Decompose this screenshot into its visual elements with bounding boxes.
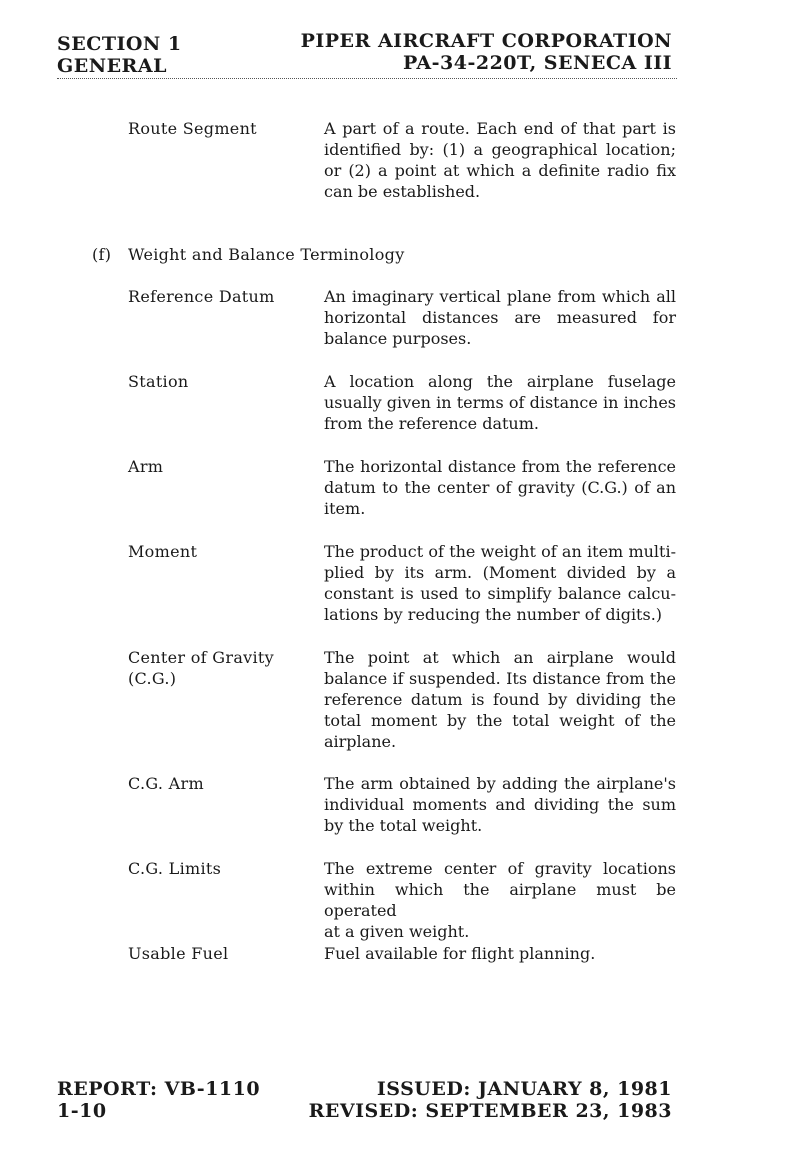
glossary-term bbox=[128, 647, 308, 689]
definition-line: The arm obtained by adding the airplane's bbox=[324, 774, 676, 793]
revision-info bbox=[309, 1078, 672, 1122]
definition-line: identified by: (1) a geographical location; bbox=[324, 140, 676, 159]
glossary-definition bbox=[324, 286, 676, 349]
definition-line: The product of the weight of an item multi- bbox=[324, 542, 676, 561]
section-title: GENERAL bbox=[57, 55, 167, 77]
term-line: Station bbox=[128, 372, 189, 391]
definition-line: can be established. bbox=[324, 182, 481, 201]
glossary-definition bbox=[324, 456, 676, 519]
definition-line: An imaginary vertical plane from which all bbox=[324, 287, 676, 306]
glossary-definition bbox=[324, 943, 676, 964]
glossary-term bbox=[128, 943, 308, 964]
report-number: REPORT: VB-1110 bbox=[57, 1078, 261, 1100]
glossary-term bbox=[128, 773, 308, 794]
definition-line: lations by reducing the number of digits.) bbox=[324, 605, 663, 624]
glossary-term bbox=[128, 371, 308, 392]
definition-line: balance purposes. bbox=[324, 329, 472, 348]
glossary-definition bbox=[324, 647, 676, 752]
header-divider bbox=[57, 78, 677, 79]
definition-line: by the total weight. bbox=[324, 816, 483, 835]
subsection-title: Weight and Balance Terminology bbox=[128, 245, 405, 264]
definition-line: individual moments and dividing the sum bbox=[324, 795, 676, 814]
definition-line: A part of a route. Each end of that part is bbox=[324, 119, 676, 138]
glossary-term bbox=[128, 858, 308, 879]
term-line: Route Segment bbox=[128, 119, 257, 138]
definition-line: The point at which an airplane would bbox=[324, 648, 676, 667]
definition-line: at a given weight. bbox=[324, 922, 470, 941]
term-line: Arm bbox=[128, 457, 164, 476]
definition-line: horizontal distances are measured for bbox=[324, 308, 676, 327]
page-number: 1-10 bbox=[57, 1100, 107, 1122]
term-line: Usable Fuel bbox=[128, 944, 229, 963]
definition-line: or (2) a point at which a definite radio fix bbox=[324, 161, 676, 180]
definition-line: balance if suspended. Its distance from the bbox=[324, 669, 676, 688]
definition-line: airplane. bbox=[324, 732, 397, 751]
glossary-definition bbox=[324, 371, 676, 434]
definition-line: item. bbox=[324, 499, 366, 518]
glossary-term bbox=[128, 541, 308, 562]
document-heading bbox=[301, 30, 672, 74]
section-heading bbox=[57, 33, 182, 77]
definition-line: within which the airplane must be operated bbox=[324, 880, 676, 920]
definition-line: The extreme center of gravity locations bbox=[324, 859, 676, 878]
glossary-definition bbox=[324, 858, 676, 942]
term-line: Reference Datum bbox=[128, 287, 275, 306]
company-name: PIPER AIRCRAFT CORPORATION bbox=[300, 30, 672, 52]
glossary-term bbox=[128, 118, 308, 139]
section-number: SECTION 1 bbox=[57, 33, 182, 55]
definition-line: plied by its arm. (Moment divided by a bbox=[324, 563, 676, 582]
aircraft-model: PA-34-220T, SENECA III bbox=[403, 52, 672, 74]
term-line: Moment bbox=[128, 542, 198, 561]
term-line: C.G. Limits bbox=[128, 859, 222, 878]
definition-line: The horizontal distance from the reference bbox=[324, 457, 676, 476]
term-line: C.G. Arm bbox=[128, 774, 204, 793]
glossary-term bbox=[128, 286, 308, 307]
definition-line: Fuel available for flight planning. bbox=[324, 944, 596, 963]
glossary-definition bbox=[324, 118, 676, 202]
subsection-heading bbox=[92, 244, 405, 265]
definition-line: A location along the airplane fuselage bbox=[324, 372, 676, 391]
term-line: (C.G.) bbox=[128, 669, 177, 688]
revised-date: REVISED: SEPTEMBER 23, 1983 bbox=[308, 1100, 672, 1122]
issued-date: ISSUED: JANUARY 8, 1981 bbox=[376, 1078, 672, 1100]
definition-line: datum to the center of gravity (C.G.) of an bbox=[324, 478, 676, 497]
glossary-definition bbox=[324, 541, 676, 625]
glossary-term bbox=[128, 456, 308, 477]
subsection-number: (f) bbox=[92, 245, 112, 264]
term-line: Center of Gravity bbox=[128, 648, 274, 667]
report-info bbox=[57, 1078, 260, 1122]
definition-line: from the reference datum. bbox=[324, 414, 539, 433]
definition-line: constant is used to simplify balance calcu- bbox=[324, 584, 676, 603]
definition-line: reference datum is found by dividing the bbox=[324, 690, 676, 709]
definition-line: usually given in terms of distance in inches bbox=[324, 393, 676, 412]
definition-line: total moment by the total weight of the bbox=[324, 711, 676, 730]
glossary-definition bbox=[324, 773, 676, 836]
